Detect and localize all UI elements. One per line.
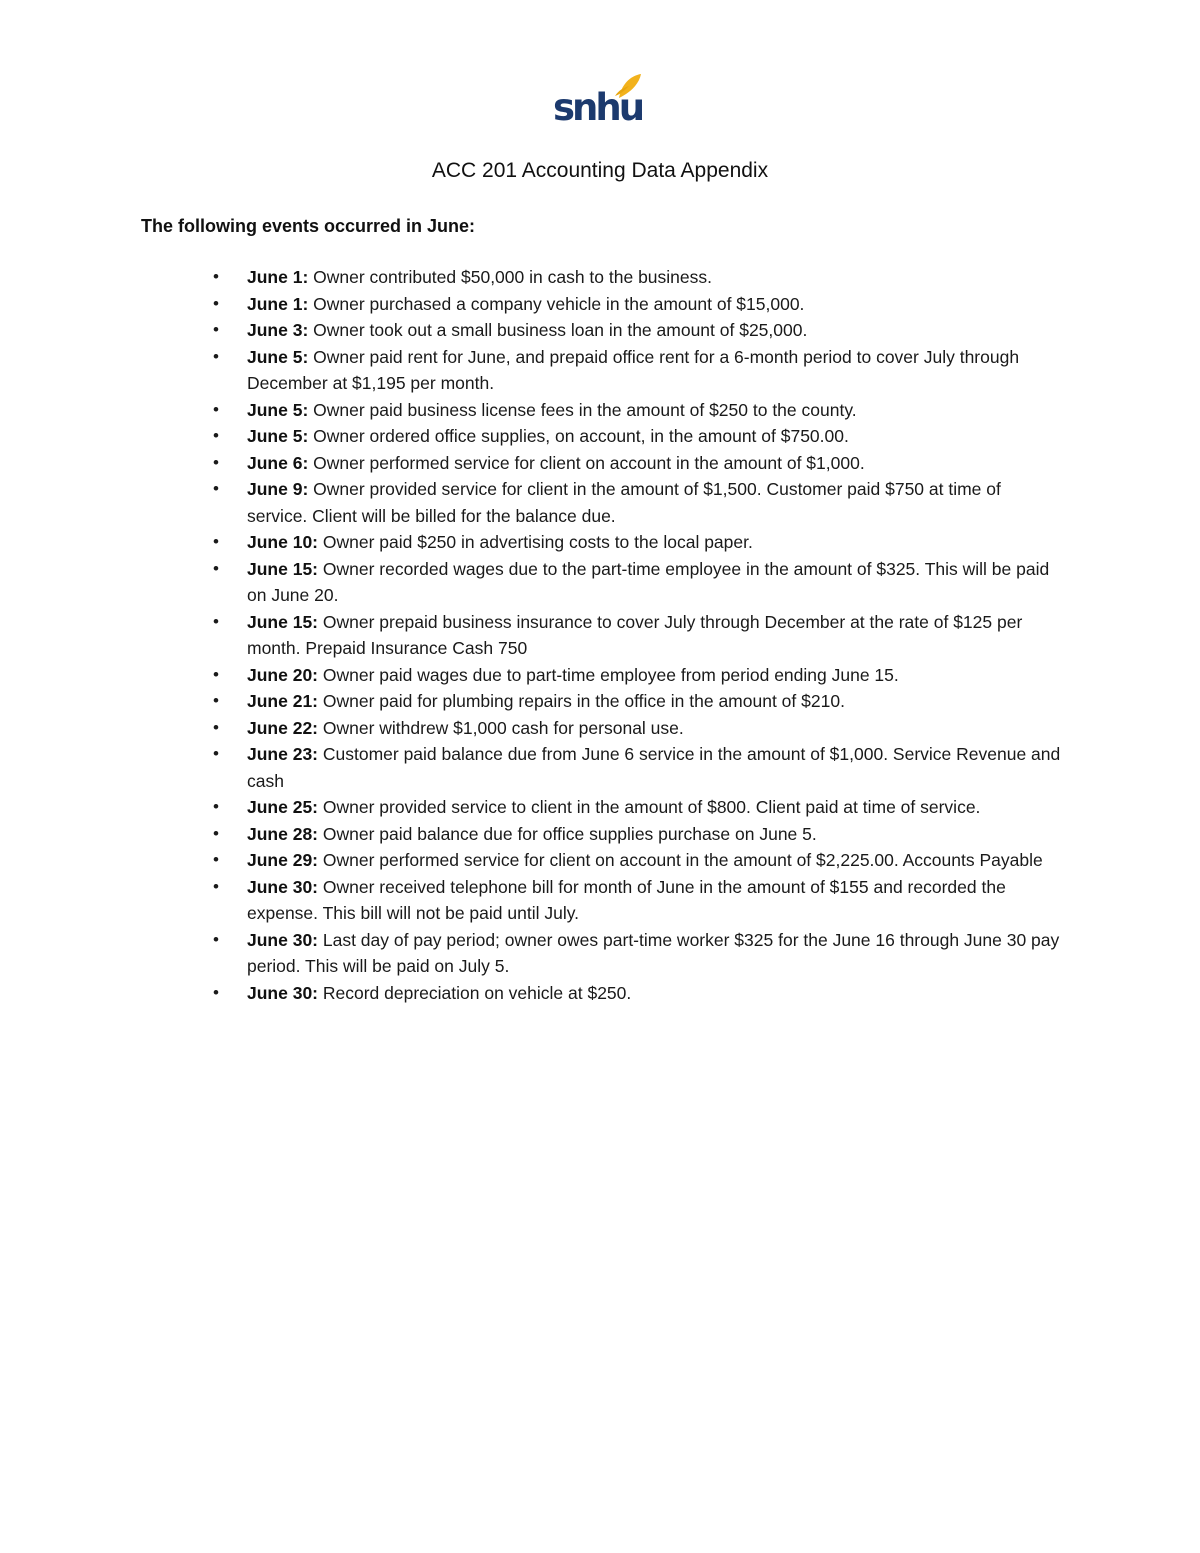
bullet-icon: • bbox=[213, 320, 219, 339]
bullet-icon: • bbox=[213, 452, 219, 472]
event-description: Owner contributed $50,000 in cash to the business. bbox=[308, 267, 713, 287]
event-description: Owner provided service for client in the amount of $1,500. Customer paid $750 at time of service. Client will be billed for the balance due. bbox=[247, 479, 1001, 526]
event-item bbox=[213, 821, 1062, 848]
event-date: June 9: bbox=[247, 479, 309, 499]
event-item bbox=[213, 662, 1062, 689]
bullet-icon: • bbox=[213, 929, 219, 949]
event-date: June 15: bbox=[247, 611, 318, 632]
event-item bbox=[213, 529, 1062, 556]
event-item bbox=[213, 291, 1062, 318]
bullet-icon: • bbox=[213, 532, 219, 551]
event-item bbox=[213, 609, 1062, 662]
event-description: Owner paid $250 in advertising costs to the local paper. bbox=[318, 532, 753, 552]
event-description: Customer paid balance due from June 6 service in the amount of $1,000. Service Revenue and cash bbox=[247, 744, 1061, 791]
event-date: June 6: bbox=[247, 452, 309, 473]
bullet-icon: • bbox=[213, 611, 219, 631]
bullet-icon: • bbox=[213, 850, 219, 869]
event-item bbox=[213, 688, 1062, 715]
bullet-icon: • bbox=[213, 664, 219, 684]
intro-heading: The following events occurred in June: bbox=[141, 216, 476, 236]
event-date: June 10: bbox=[247, 532, 318, 552]
bullet-icon: • bbox=[213, 876, 219, 896]
event-date: June 5: bbox=[247, 399, 309, 420]
event-item bbox=[213, 476, 1062, 529]
event-date: June 3: bbox=[247, 320, 309, 340]
bullet-icon: • bbox=[213, 823, 219, 843]
bullet-icon: • bbox=[213, 797, 219, 816]
event-description: Owner paid business license fees in the amount of $250 to the county. bbox=[308, 399, 857, 420]
event-description: Owner prepaid business insurance to cover July through December at the rate of $125 per month. Prepaid Insurance Cash 750 bbox=[247, 611, 1023, 658]
event-date: June 1: bbox=[247, 293, 309, 314]
event-date: June 30: bbox=[247, 929, 318, 950]
bullet-icon: • bbox=[213, 267, 219, 286]
event-date: June 1: bbox=[247, 267, 309, 287]
bullet-icon: • bbox=[213, 691, 219, 710]
bullet-icon: • bbox=[213, 479, 219, 498]
event-description: Owner withdrew $1,000 cash for personal use. bbox=[318, 717, 684, 738]
event-item bbox=[213, 927, 1062, 980]
event-date: June 20: bbox=[247, 664, 318, 685]
event-description: Record depreciation on vehicle at $250. bbox=[318, 982, 632, 1003]
event-item bbox=[213, 317, 1062, 344]
event-date: June 15: bbox=[247, 558, 318, 579]
event-description: Owner purchased a company vehicle in the amount of $15,000. bbox=[308, 293, 805, 314]
event-item bbox=[213, 874, 1062, 927]
event-date: June 25: bbox=[247, 797, 318, 817]
page-title: ACC 201 Accounting Data Appendix bbox=[431, 159, 769, 182]
bullet-icon: • bbox=[213, 399, 219, 419]
bullet-icon: • bbox=[213, 982, 219, 1002]
event-date: June 29: bbox=[247, 850, 318, 870]
event-item bbox=[213, 715, 1062, 742]
event-description: Owner received telephone bill for month of June in the amount of $155 and recorded the expense. This bill will not be paid until July. bbox=[247, 876, 1006, 923]
event-item bbox=[213, 980, 1062, 1007]
event-date: June 5: bbox=[247, 426, 309, 446]
event-description: Owner paid for plumbing repairs in the office in the amount of $210. bbox=[318, 691, 845, 711]
event-description: Owner took out a small business loan in the amount of $25,000. bbox=[308, 320, 808, 340]
event-description: Owner ordered office supplies, on account, in the amount of $750.00. bbox=[308, 426, 849, 446]
events-list bbox=[213, 264, 1062, 1006]
event-date: June 22: bbox=[247, 717, 318, 738]
logo-wordmark: snhu bbox=[553, 86, 643, 129]
event-item bbox=[213, 450, 1062, 477]
snhu-logo bbox=[553, 72, 643, 134]
event-date: June 30: bbox=[247, 982, 318, 1003]
event-description: Owner paid wages due to part-time employee from period ending June 15. bbox=[318, 664, 899, 685]
event-description: Owner performed service for client on account in the amount of $1,000. bbox=[308, 452, 865, 473]
event-description: Owner paid rent for June, and prepaid office rent for a 6-month period to cover July through December at $1,195 per month. bbox=[247, 346, 1020, 393]
event-description: Owner recorded wages due to the part-time employee in the amount of $325. This will be paid on June 20. bbox=[247, 558, 1050, 605]
event-description: Owner performed service for client on account in the amount of $2,225.00. Accounts Payable bbox=[318, 850, 1043, 870]
event-item bbox=[213, 344, 1062, 397]
bullet-icon: • bbox=[213, 346, 219, 366]
event-item bbox=[213, 397, 1062, 424]
event-item bbox=[213, 423, 1062, 450]
event-item bbox=[213, 794, 1062, 821]
event-item bbox=[213, 556, 1062, 609]
event-item bbox=[213, 847, 1062, 874]
event-date: June 23: bbox=[247, 744, 318, 764]
event-date: June 30: bbox=[247, 876, 318, 897]
bullet-icon: • bbox=[213, 426, 219, 445]
event-item bbox=[213, 741, 1062, 794]
bullet-icon: • bbox=[213, 558, 219, 578]
event-date: June 28: bbox=[247, 823, 318, 844]
bullet-icon: • bbox=[213, 293, 219, 313]
event-description: Owner paid balance due for office supplies purchase on June 5. bbox=[318, 823, 817, 844]
bullet-icon: • bbox=[213, 717, 219, 737]
bullet-icon: • bbox=[213, 744, 219, 763]
event-date: June 5: bbox=[247, 346, 309, 367]
event-date: June 21: bbox=[247, 691, 318, 711]
event-description: Last day of pay period; owner owes part-time worker $325 for the June 16 through June 30 pay period. This will be paid on July 5. bbox=[247, 929, 1060, 976]
event-item bbox=[213, 264, 1062, 291]
event-description: Owner provided service to client in the amount of $800. Client paid at time of service. bbox=[318, 797, 981, 817]
